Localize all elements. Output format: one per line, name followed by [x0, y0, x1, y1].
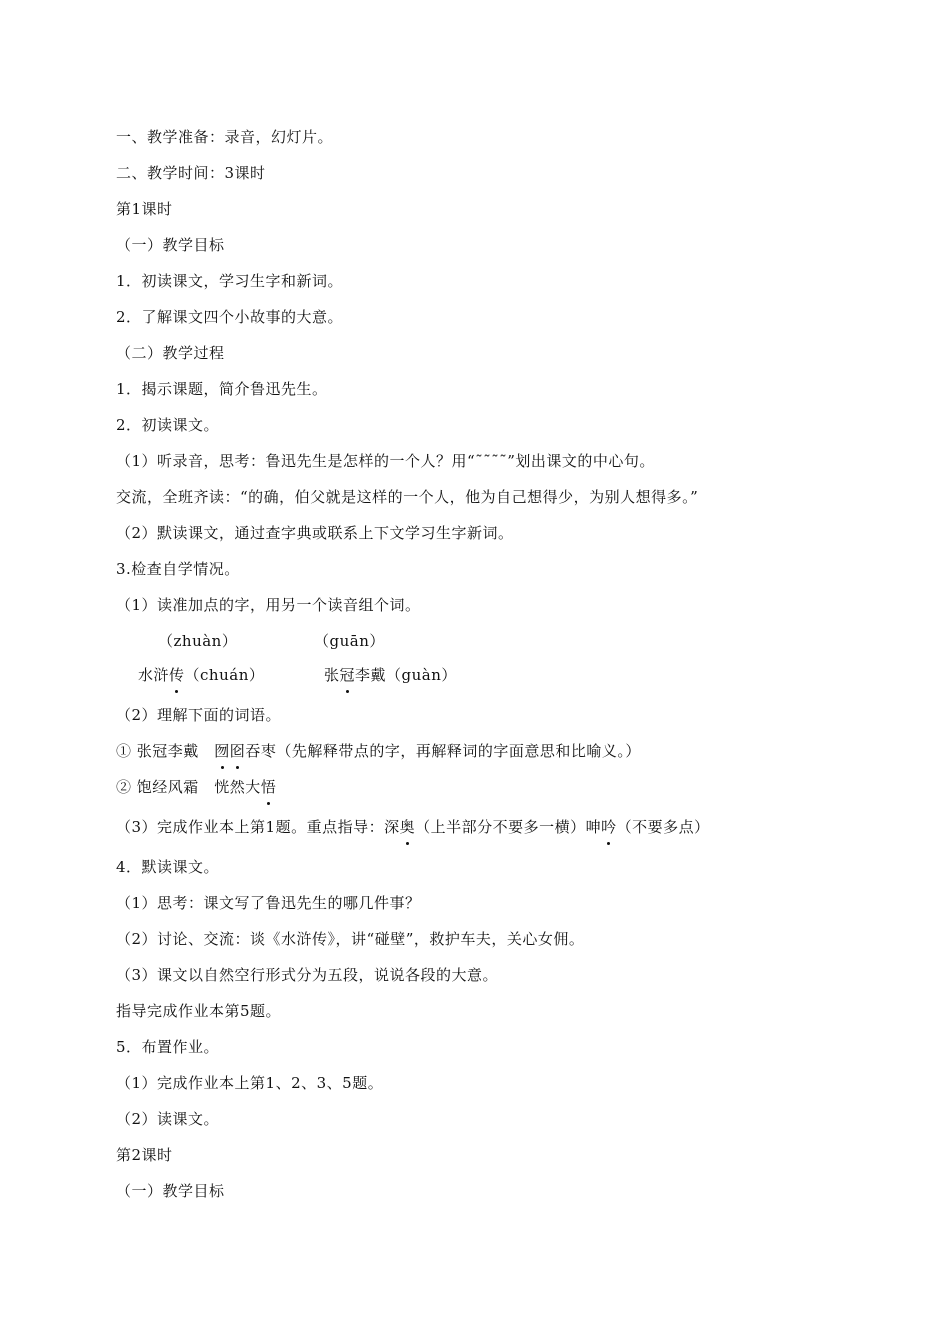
word-row	[138, 660, 457, 690]
step-4: 4．默读课文。	[116, 858, 220, 876]
lesson-1-heading: 第1课时	[116, 200, 173, 218]
step-2-2: （2）默读课文，通过查字典或联系上下文学习生字新词。	[116, 524, 514, 542]
step-3: 3.检查自学情况。	[116, 560, 240, 578]
step-4-guide: 指导完成作业本第5题。	[116, 1002, 282, 1020]
goal-2: 2．了解课文四个小故事的大意。	[116, 308, 344, 326]
goals-heading: （一）教学目标	[116, 236, 225, 254]
pinyin-row	[158, 626, 385, 656]
step-4-3: （3）课文以自然空行形式分为五段，说说各段的大意。	[116, 966, 499, 984]
teaching-time: 二、教学时间：3课时	[116, 164, 266, 182]
step-3-2: （2）理解下面的词语。	[116, 706, 282, 724]
vocab-1: ① 张冠李戴 囫囵吞枣（先解释带点的字，再解释词的字面意思和比喻义。）	[116, 736, 641, 766]
step-2-1: （1）听录音，思考：鲁迅先生是怎样的一个人？用“˜˜˜˜”划出课文的中心句。	[116, 452, 655, 470]
step-4-1: （1）思考：课文写了鲁迅先生的哪几件事？	[116, 894, 421, 912]
pinyin-guan: （guān）	[314, 632, 385, 650]
pinyin-zhuan: （zhuàn）	[158, 632, 238, 650]
step-3-3: （3）完成作业本上第1题。重点指导：深奥（上半部分不要多一横）呻吟（不要多点）	[116, 812, 710, 842]
step-1: 1．揭示课题，简介鲁迅先生。	[116, 380, 328, 398]
word-zhangguanlidai: 张冠李戴（guàn）	[324, 660, 457, 690]
word-shuihuzhuan: 水浒传（chuán）	[138, 666, 264, 684]
goal-1: 1．初读课文，学习生字和新词。	[116, 272, 344, 290]
step-5-1: （1）完成作业本上第1、2、3、5题。	[116, 1074, 384, 1092]
vocab-2: ② 饱经风霜 恍然大悟	[116, 772, 276, 802]
step-5-2: （2）读课文。	[116, 1110, 220, 1128]
goals-heading-2: （一）教学目标	[116, 1182, 225, 1200]
step-2: 2．初读课文。	[116, 416, 220, 434]
step-2-exchange: 交流，全班齐读：“的确，伯父就是这样的一个人，他为自己想得少，为别人想得多。”	[116, 488, 699, 506]
lesson-2-heading: 第2课时	[116, 1146, 173, 1164]
step-5: 5．布置作业。	[116, 1038, 220, 1056]
step-3-1: （1）读准加点的字，用另一个读音组个词。	[116, 596, 421, 614]
teaching-preparation: 一、教学准备：录音，幻灯片。	[116, 128, 334, 146]
step-4-2: （2）讨论、交流：谈《水浒传》，讲“碰壁”，救护车夫，关心女佣。	[116, 930, 585, 948]
process-heading: （二）教学过程	[116, 344, 225, 362]
